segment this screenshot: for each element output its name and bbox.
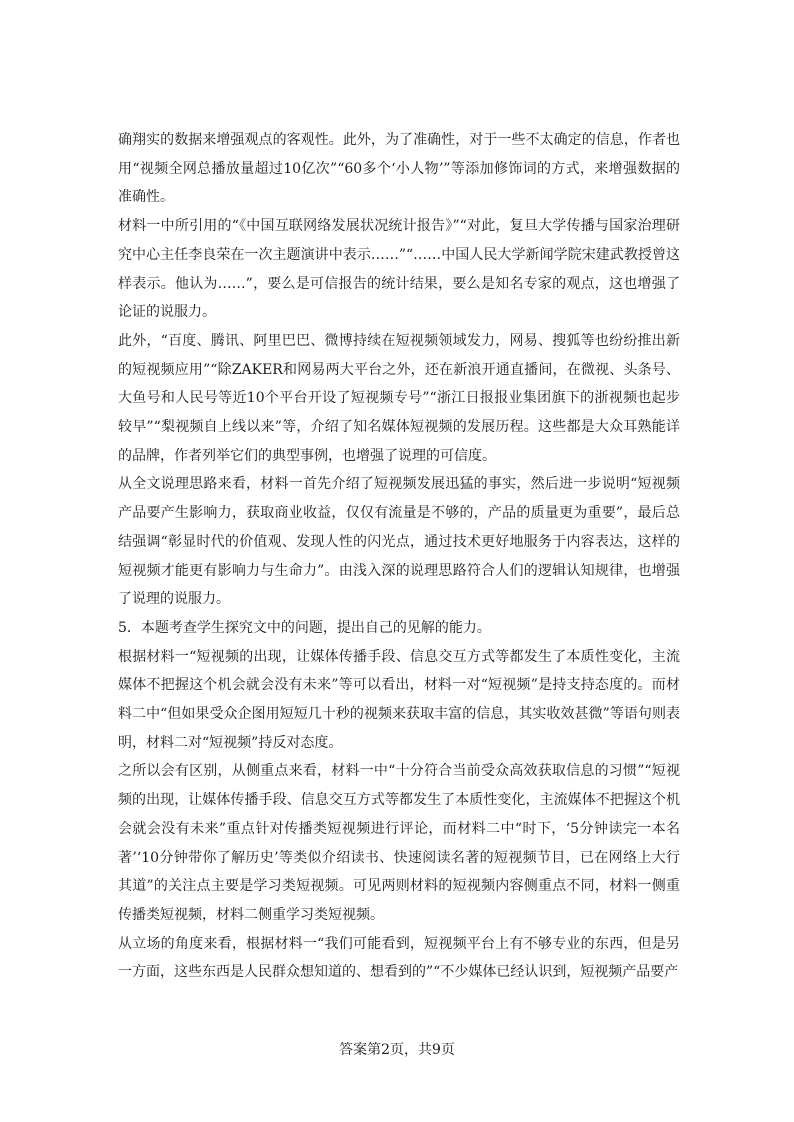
question-5-heading: 5．本题考查学生探究文中的问题，提出自己的见解的能力。 <box>118 619 491 636</box>
paragraph-reasoning-structure: 从全文说理思路来看，材料一首先介绍了短视频发展迅猛的事实，然后进一步说明“短视频产品要产生影响力，获取商业收益，仅仅有流量是不够的，产品的质量更为重要”，最后总结强调“彰显时代的价值观、发现人性的闪光点，通过技术更好地服务于内容表达，这样的短视频才能更有影响力与生命力”。由浅入深的说理思路符合人们的逻辑认知规律，也增强了说理的说服力。 <box>118 476 680 608</box>
paragraph-media-examples: 此外，“百度、腾讯、阿里巴巴、微博持续在短视频领域发力，网易、搜狐等也纷纷推出新的短视频应用”“除ZAKER和网易两大平台之外，还在新浪开通直播间，在微视、头条号、大鱼号和人民号等近10个平台开设了短视频专号”“浙江日报报业集团旗下的浙视频也起步较早”“梨视频自上线以来”等，介绍了知名媒体短视频的发展历程。这些都是大众耳熟能详的品牌，作者列举它们的典型事例，也增强了说理的可信度。 <box>118 332 680 464</box>
paragraph-stance-perspective: 从立场的角度来看，根据材料一“我们可能看到，短视频平台上有不够专业的东西，但是另一方面，这些东西是人民群众想知道的、想看到的”“不少媒体已经认识到，短视频产品要产 <box>118 935 680 981</box>
paragraph-focus-difference: 之所以会有区别，从侧重点来看，材料一中“十分符合当前受众高效获取信息的习惯”“短视频的出现，让媒体传播手段、信息交互方式等都发生了本质性变化，主流媒体不把握这个机会就会没有未来”重点针对传播类短视频进行评论，而材料二中“时下，‘5分钟读完一本名著’‘10分钟带你了解历史’等类似介绍读书、快速阅读名著的短视频节目，已在网络上大行其道”的关注点主要是学习类短视频。可见两则材料的短视频内容侧重点不同，材料一侧重传播类短视频，材料二侧重学习类短视频。 <box>118 763 680 923</box>
page-footer: 答案第2页，共9页 <box>339 1042 455 1058</box>
paragraph-cited-sources: 材料一中所引用的“《中国互联网络发展状况统计报告》”“对此，复旦大学传播与国家治理研究中心主任李良荣在一次主题演讲中表示……”“……中国人民大学新闻学院宋建武教授曾这样表示。他认为……”，要么是可信报告的统计结果，要么是知名专家的观点，这也增强了论证的说服力。 <box>118 218 680 321</box>
document-body <box>118 126 680 987</box>
paragraph-attitude-comparison: 根据材料一“短视频的出现，让媒体传播手段、信息交互方式等都发生了本质性变化，主流媒体不把握这个机会就会没有未来”等可以看出，材料一对“短视频”是持支持态度的。而材料二中“但如果受众企图用短短几十秒的视频来获取丰富的信息，其实收效甚微”等语句则表明，材料二对“短视频”持反对态度。 <box>118 648 680 751</box>
paragraph-data-objectivity: 确翔实的数据来增强观点的客观性。此外，为了准确性，对于一些不太确定的信息，作者也用“视频全网总播放量超过10亿次”“60多个‘小人物’”等添加修饰词的方式，来增强数据的准确性。 <box>118 132 680 206</box>
